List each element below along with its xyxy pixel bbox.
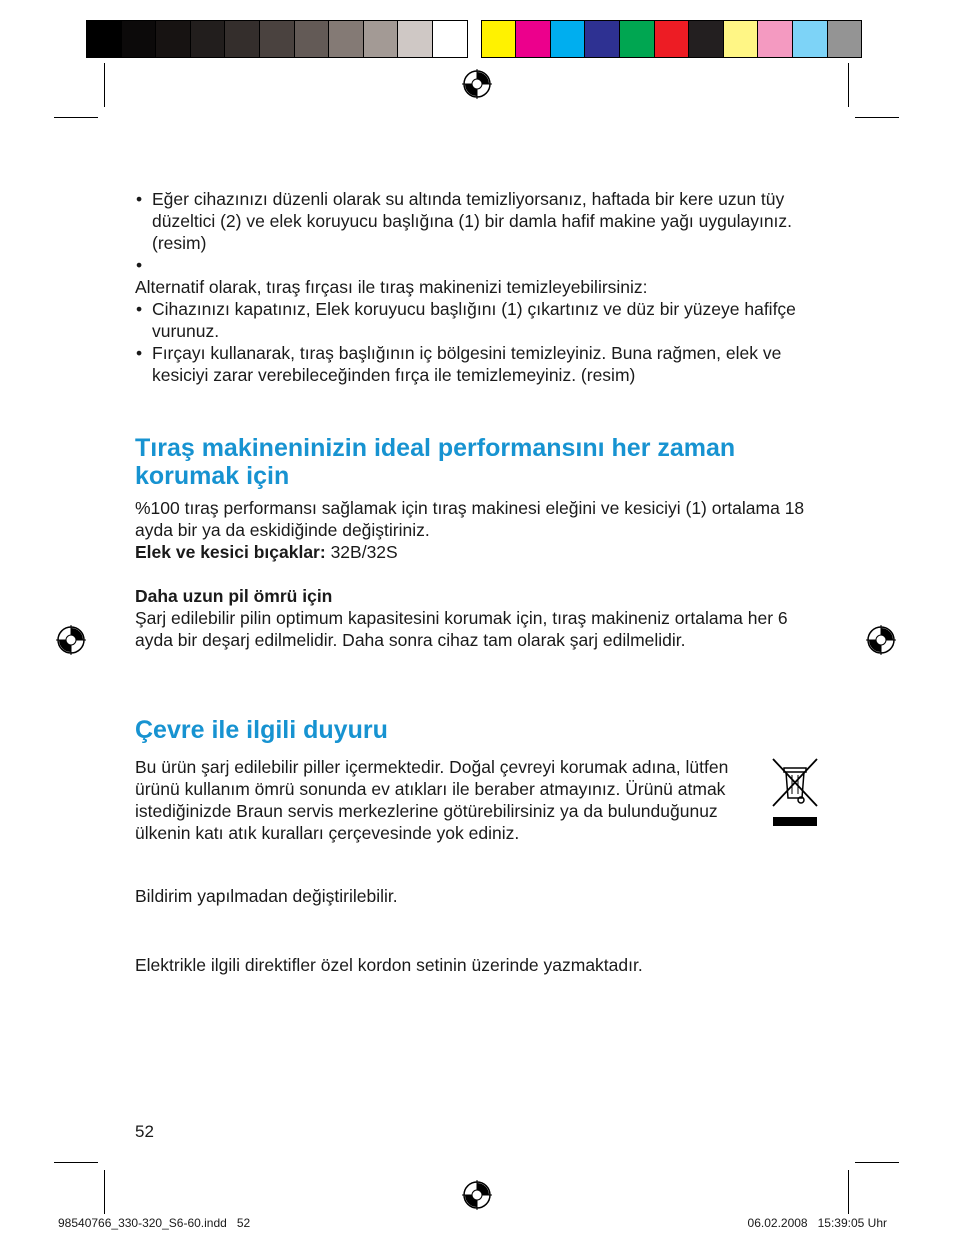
crop-mark	[855, 1162, 899, 1163]
section-heading-performance: Tıraş makineninizin ideal performansını her zaman korumak için	[135, 434, 736, 490]
battery-text: Şarj edilebilir pilin optimum kapasitesini korumak için, tıraş makineniz ortalama her 6 ayda bir deşarj edilmelidir. Daha sonra cihaz tam olarak şarj edilmelidir.	[135, 608, 788, 650]
parts-value: 32B/32S	[325, 542, 398, 562]
registration-mark-icon	[462, 1180, 492, 1210]
parts-line	[135, 541, 825, 563]
color-swatch	[363, 20, 399, 58]
page-number: 52	[135, 1122, 154, 1141]
environment-text: Bu ürün şarj edilebilir piller içermektedir. Doğal çevreyi korumak adına, lütfen ürünü kullanım ömrü sonunda ev atıkları ile beraber atmayınız. Ürünü atmak istediğinizde Braun servis merkezlerine götürebilirsiniz ya da bulunduğunuz ülkenin katı atık kuralları çerçevesinde yok ediniz.	[135, 757, 729, 843]
registration-mark-icon	[462, 69, 492, 99]
crop-mark	[848, 1170, 849, 1214]
performance-section	[135, 497, 825, 651]
parts-label: Elek ve kesici bıçaklar:	[135, 542, 326, 562]
color-swatch	[827, 20, 863, 58]
footer-timestamp: 06.02.2008 15:39:05 Uhr	[747, 1216, 887, 1230]
section-heading-environment: Çevre ile ilgili duyuru	[135, 716, 388, 744]
alternative-intro: Alternatif olarak, tıraş fırçası ile tıraş makinenizi temizleyebilirsiniz:	[135, 277, 648, 297]
crop-mark	[104, 1170, 105, 1214]
bullet-oil-instruction: • Eğer cihazınızı düzenli olarak su altında temizliyorsanız, haftada bir kere uzun tüy düzeltici (2) ve elek koruyucu başlığına (1) bir damla hafif makine yağı uygulayınız. (resim)	[135, 188, 825, 254]
crop-mark	[54, 117, 98, 118]
color-swatch	[397, 20, 433, 58]
bullet-brush-clean: • Fırçayı kullanarak, tıraş başlığının iç bölgesini temizleyiniz. Buna rağmen, elek ve kesiciyi zarar verebileceğinden fırça ile temizlemeyiniz. (resim)	[135, 342, 825, 386]
color-swatch	[723, 20, 759, 58]
color-swatch	[688, 20, 724, 58]
bullet-empty	[135, 254, 825, 276]
crop-mark	[54, 1162, 98, 1163]
bullet-remove-foil: • Cihazınızı kapatınız, Elek koruyucu başlığını (1) çıkartınız ve düz bir yüzeye hafifçe vurunuz.	[135, 298, 825, 342]
crop-mark	[855, 117, 899, 118]
printer-color-bar	[86, 20, 868, 58]
color-swatch	[515, 20, 551, 58]
color-swatch	[121, 20, 157, 58]
cleaning-instructions	[135, 188, 825, 386]
crop-mark	[104, 63, 105, 107]
crossed-out-wheelie-bin-icon	[770, 756, 820, 828]
footer-filename: 98540766_330-320_S6-60.indd 52	[58, 1216, 251, 1230]
color-swatch	[190, 20, 226, 58]
color-swatch	[792, 20, 828, 58]
color-swatch	[584, 20, 620, 58]
color-swatch	[328, 20, 364, 58]
replacement-text: %100 tıraş performansı sağlamak için tıraş makinesi eleğini ve kesiciyi (1) ortalama 18 ayda bir ya da eskidiğinde değiştiriniz.	[135, 498, 805, 540]
color-swatch	[155, 20, 191, 58]
color-swatch	[619, 20, 655, 58]
color-swatch	[86, 20, 122, 58]
change-notice: Bildirim yapılmadan değiştirilebilir.	[135, 886, 398, 906]
color-swatch	[259, 20, 295, 58]
color-swatch	[481, 20, 517, 58]
color-swatch	[432, 20, 468, 58]
registration-mark-icon	[56, 625, 86, 655]
color-swatch	[224, 20, 260, 58]
registration-mark-icon	[866, 625, 896, 655]
color-swatch	[654, 20, 690, 58]
battery-title: Daha uzun pil ömrü için	[135, 586, 333, 606]
color-swatch	[757, 20, 793, 58]
crop-mark	[848, 63, 849, 107]
electrical-directive: Elektrikle ilgili direktifler özel kordon setinin üzerinde yazmaktadır.	[135, 955, 643, 975]
color-swatch	[550, 20, 586, 58]
color-swatch	[294, 20, 330, 58]
